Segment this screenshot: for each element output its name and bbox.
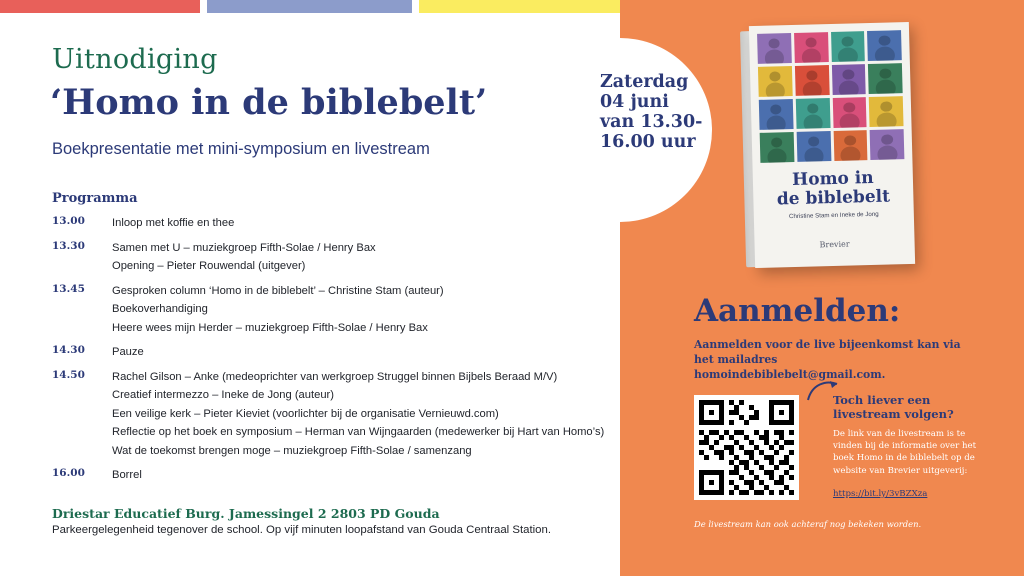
programme-item: Gesproken column ‘Homo in de biblebelt’ – Christine Stam (auteur): [112, 284, 444, 297]
programme-items: [112, 282, 612, 338]
livestream-title: Toch liever een livestream volgen?: [833, 393, 954, 421]
portrait-cell: [831, 64, 866, 95]
venue-name: Driestar Educatief Burg. Jamessingel 2 2803 PD Gouda: [52, 506, 440, 521]
programme-items: [112, 239, 612, 276]
portrait-cell: [758, 66, 793, 97]
programme-item: Wat de toekomst brengen moge – muziekgroep Fifth-Solae / samenzang: [112, 444, 472, 457]
programme-items: [112, 466, 612, 485]
livestream-body: De link van de livestream is te vinden bij de informatie over het boek Homo in de biblebelt op de website van Brevier uitgeverij:: [833, 429, 977, 476]
programme-row: [52, 282, 612, 338]
portrait-cell: [760, 132, 795, 163]
venue-details: Parkeergelegenheid tegenover de school. Op vijf minuten loopafstand van Gouda Centraal Station.: [52, 524, 551, 536]
book-title-line-1: Homo in: [791, 167, 874, 191]
programme-items: [112, 368, 612, 461]
book-publisher: Brevier: [819, 239, 850, 250]
portrait-cell: [759, 99, 794, 130]
programme-time: 13.00: [52, 215, 85, 227]
page-subtitle: Boekpresentatie met mini-symposium en livestream: [52, 140, 430, 158]
qr-code[interactable]: [694, 395, 799, 500]
portrait-cell: [868, 63, 903, 94]
portrait-cell: [796, 98, 831, 129]
book-title: [753, 168, 914, 210]
signup-title: Aanmelden:: [694, 293, 901, 329]
programme-time: 16.00: [52, 467, 85, 479]
date-line-2: 04 juni: [600, 92, 669, 112]
programme-item: Creatief intermezzo – Ineke de Jong (auteur): [112, 389, 335, 401]
programme-row: [52, 343, 612, 362]
programme-time: 14.50: [52, 368, 85, 381]
page-title: ‘Homo in de biblebelt’: [50, 82, 488, 123]
portrait-cell: [796, 131, 831, 162]
portrait-cell: [795, 65, 830, 96]
programme-item: Reflectie op het boek en symposium – Herman van Wijngaarden (medewerker bij Hart van Homo’s): [112, 426, 605, 438]
programme-list: [52, 214, 612, 491]
programme-items: [112, 343, 612, 362]
programme-time: 13.30: [52, 239, 85, 252]
portrait-cell: [794, 32, 829, 63]
programme-item: Rachel Gilson – Anke (medeoprichter van werkgroep Struggel binnen Bijbels Beraad M/V): [112, 370, 558, 383]
portrait-cell: [867, 30, 902, 61]
signup-text: Aanmelden voor de live bijeenkomst kan via het mailadres homoindebiblebelt@gmail.com.: [694, 338, 961, 381]
programme-item: Heere wees mijn Herder – muziekgroep Fifth-Solae / Henry Bax: [112, 321, 428, 334]
programme-item: Opening – Pieter Rouwendal (uitgever): [112, 260, 306, 272]
programme-time: 14.30: [52, 344, 85, 356]
book-title-line-2: de biblebelt: [776, 186, 891, 210]
programme-items: [112, 214, 612, 233]
portrait-cell: [832, 97, 867, 128]
programme-row: [52, 214, 612, 233]
programme-heading: Programma: [52, 191, 138, 206]
invitation-label: Uitnodiging: [52, 44, 218, 75]
programme-time: 13.45: [52, 282, 85, 295]
date-line-3: van 13.30-: [600, 112, 703, 132]
programme-row: [52, 466, 612, 485]
programme-row: [52, 368, 612, 461]
book-cover: [749, 22, 915, 268]
programme-item: Pauze: [112, 346, 144, 358]
programme-item: Borrel: [112, 469, 142, 481]
date-line-1: Zaterdag: [600, 72, 689, 92]
date-line-4: 16.00 uur: [600, 132, 696, 152]
livestream-footnote: De livestream kan ook achteraf nog bekeken worden.: [694, 519, 922, 529]
portrait-grid: [757, 30, 904, 163]
programme-item: Inloop met koffie en thee: [112, 217, 235, 229]
programme-item: Boekoverhandiging: [112, 303, 208, 315]
programme-row: [52, 239, 612, 276]
programme-item: Samen met U – muziekgroep Fifth-Solae / Henry Bax: [112, 241, 376, 254]
portrait-cell: [833, 130, 868, 161]
programme-item: Een veilige kerk – Pieter Kieviet (voorlichter bij de organisatie Vernieuwd.com): [112, 407, 499, 420]
qr-code-icon: [694, 395, 799, 500]
book-front: [749, 22, 915, 268]
portrait-cell: [869, 96, 904, 127]
portrait-cell: [831, 31, 866, 62]
portrait-cell: [870, 129, 905, 160]
book-authors: Christine Stam en Ineke de Jong: [788, 210, 879, 221]
livestream-link[interactable]: https://bit.ly/3vBZXza: [833, 489, 928, 499]
portrait-cell: [757, 33, 792, 64]
